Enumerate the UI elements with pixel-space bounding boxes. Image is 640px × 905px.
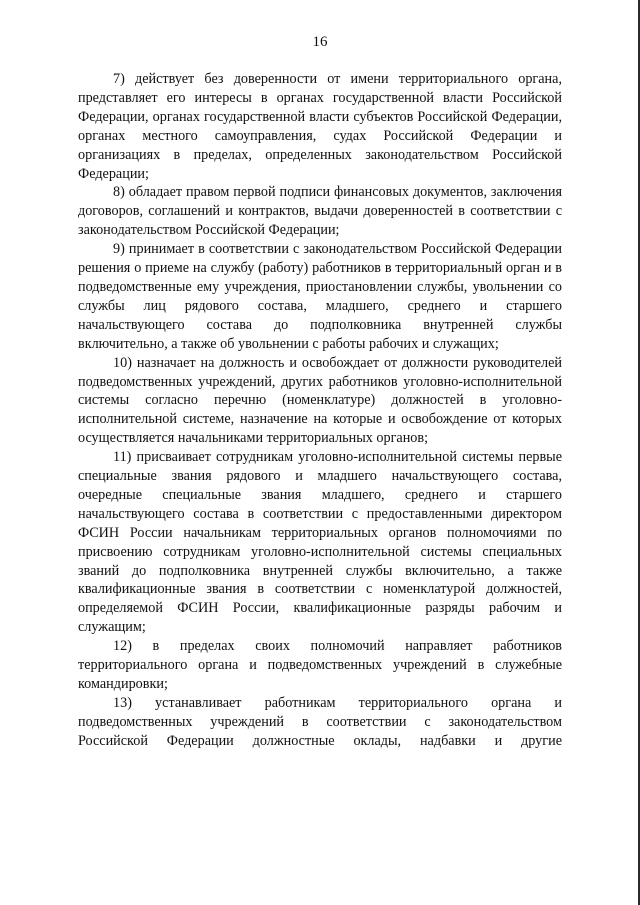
paragraph-item-11: 11) присваивает сотрудникам уголовно-исполнительной системы первые специальные звания рядового и младшего начальствующего состава, очередные специальные звания младшего, среднего и старшего начальствующего состава в соответствии с предоставленными директором ФСИН России начальникам территориальных органов полномочиями по присвоению сотрудникам уголовно-исполнительной системы специальных званий до подполковника внутренней службы включительно, а также квалификационные звания в соответствии с номенклатурой должностей, определяемой ФСИН России, квалификационные разряды рабочим и служащим; <box>78 449 562 636</box>
paragraph-item-10: 10) назначает на должность и освобождает от должности руководителей подведомственных учреждений, других работников уголовно-исполнительной системы согласно перечню (номенклатуре) должностей в уголовно-исполнительной системе, назначение на которые и освобождение от которых осуществляется начальниками территориальных органов; <box>78 354 562 447</box>
paragraph-item-8: 8) обладает правом первой подписи финансовых документов, заключения договоров, соглашений и контрактов, выдачи доверенностей в соответствии с законодательством Российской Федерации; <box>78 184 562 239</box>
paragraph-item-9: 9) принимает в соответствии с законодательством Российской Федерации решения о приеме на службу (работу) работников в территориальный орган и в подведомственные ему учреждения, приостановлении службы, увольнении со службы лиц рядового состава, младшего, среднего и старшего начальствующего состава до подполковника внутренней службы включительно, а также об увольнении с работы рабочих и служащих; <box>78 241 562 352</box>
page-number: 16 <box>312 34 328 50</box>
paragraph-item-7: 7) действует без доверенности от имени территориального органа, представляет его интересы в органах государственной власти Российской Федерации, органах государственной власти субъектов Российской Федерации, органах местного самоуправления, судах Российской Федерации и организациях в пределах, определенных законодательством Российской Федерации; <box>78 71 562 182</box>
paragraph-item-12: 12) в пределах своих полномочий направляет работников территориального органа и подведомственных учреждений в служебные командировки; <box>78 638 562 692</box>
paragraph-item-13: 13) устанавливает работникам территориального органа и подведомственных учреждений в соответствии с законодательством Российской Федерации должностные оклады, надбавки и другие <box>78 694 562 749</box>
document-body <box>78 70 562 751</box>
